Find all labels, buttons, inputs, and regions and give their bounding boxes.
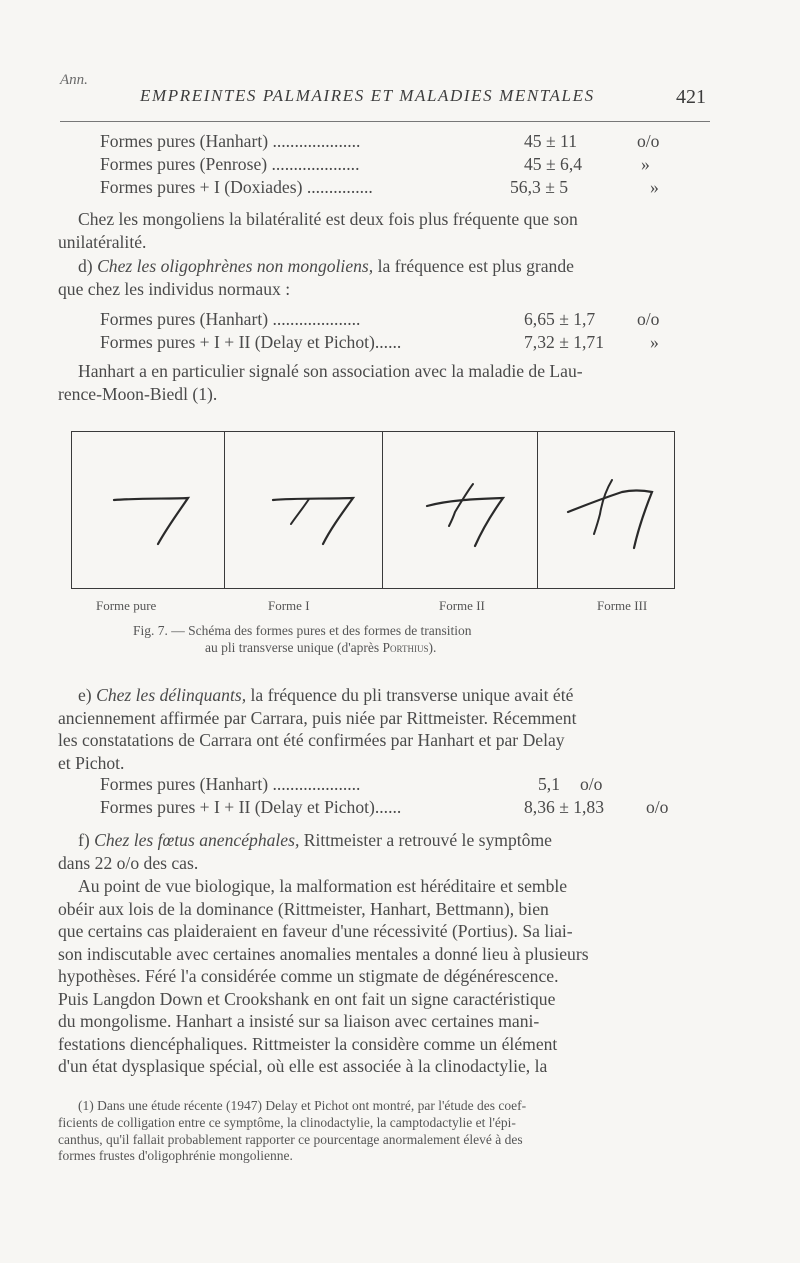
section-heading: Chez les fœtus anencéphales,: [94, 830, 300, 850]
table-row-unit: o/o: [637, 309, 660, 329]
figure-caption: [133, 622, 472, 656]
table-row-value: 45 ± 6,4: [524, 154, 583, 174]
table-row-value: 8,36 ± 1,83: [524, 797, 605, 817]
crease-drawing: [72, 432, 225, 588]
table-row-unit: »: [650, 332, 659, 352]
text-line: unilatéralité.: [58, 231, 147, 252]
text-line: anciennement affirmée par Carrara, puis niée par Rittmeister. Récemment: [58, 707, 577, 728]
figure-panel-forme-iii: [538, 432, 676, 588]
table-row-unit: o/o: [580, 774, 603, 794]
table-row-value: 56,3 ± 5: [510, 177, 569, 197]
paragraph-biologique: [58, 875, 708, 1078]
table-row-unit: o/o: [646, 797, 669, 817]
caption-line: Fig. 7. — Schéma des formes pures et des formes de transition: [133, 623, 472, 638]
section-heading: Chez les délinquants,: [96, 685, 247, 705]
text-line: et Pichot.: [58, 752, 125, 773]
section-heading: Chez les oligophrènes non mongoliens,: [97, 256, 374, 276]
table-row-unit: o/o: [637, 131, 660, 151]
text-line: festations diencéphaliques. Rittmeister la considère comme un élément: [58, 1033, 558, 1054]
text-line: que certains cas plaideraient en faveur d'une récessivité (Portius). Sa liai-: [58, 921, 573, 941]
text-line: du mongolisme. Hanhart a insisté sur sa liaison avec certaines mani-: [58, 1011, 540, 1031]
text-line: hypothèses. Féré l'a considérée comme un stigmate de dégénérescence.: [58, 966, 559, 986]
table-row-value: 6,65 ± 1,7: [524, 309, 596, 329]
footnote-line: canthus, qu'il fallait probablement rapporter ce pourcentage anormalement élevé à des: [58, 1131, 523, 1147]
section-marker: e): [78, 685, 97, 705]
paragraph-hanhart: [58, 360, 708, 405]
figure-label-forme-iii: Forme III: [597, 598, 648, 613]
footnote: [58, 1098, 710, 1165]
caption-fragment: au pli transverse unique (d'après: [205, 640, 383, 655]
figure-label-forme-ii: Forme II: [439, 598, 485, 613]
table-row-label: Formes pures + I + II (Delay et Pichot)......: [100, 332, 402, 352]
crease-drawing: [383, 432, 538, 588]
table-row-value: 5,1: [538, 774, 560, 794]
figure-schema: [71, 431, 675, 589]
table-row-label: Formes pures + I (Doxiades) ...............: [100, 177, 373, 197]
figure-panel-forme-i: [225, 432, 383, 588]
paragraph-foetus: [58, 829, 708, 874]
text-line: dans 22 o/o des cas.: [58, 852, 199, 873]
caption-author: Porthius: [382, 640, 429, 655]
table-row-unit: »: [641, 154, 650, 174]
figure-panel-forme-pure: [72, 432, 225, 588]
footnote-line: (1) Dans une étude récente (1947) Delay et Pichot ont montré, par l'étude des coef-: [78, 1098, 527, 1113]
text-line: les constatations de Carrara ont été confirmées par Hanhart et par Delay: [58, 730, 565, 750]
margin-note: Ann.: [60, 72, 88, 88]
text-line: Au point de vue biologique, la malformation est héréditaire et semble: [78, 876, 568, 896]
section-marker: f): [78, 830, 95, 850]
text-line: Puis Langdon Down et Crookshank en ont fait un signe caractéristique: [58, 988, 556, 1009]
figure-label-forme-pure: Forme pure: [96, 598, 157, 613]
table-row-label: Formes pures + I + II (Delay et Pichot)......: [100, 797, 402, 817]
table-row-unit: »: [650, 177, 659, 197]
table-row-label: Formes pures (Hanhart) ....................: [100, 774, 361, 794]
table-row-value: 45 ± 11: [524, 131, 577, 151]
footnote-line: formes frustes d'oligophrénie mongolienne.: [58, 1148, 293, 1164]
text-line: que chez les individus normaux :: [58, 278, 291, 299]
crease-drawing: [538, 432, 676, 588]
text-line: d'un état dysplasique spécial, où elle est associée à la clinodactylie, la: [58, 1056, 548, 1076]
text-fragment: la fréquence est plus grande: [373, 256, 574, 276]
paragraph-mongoliens: [58, 208, 708, 253]
table-row-label: Formes pures (Hanhart) ....................: [100, 309, 361, 329]
figure-label-forme-i: Forme I: [268, 598, 310, 613]
table-row-value: 7,32 ± 1,71: [524, 332, 605, 352]
crease-drawing: [225, 432, 383, 588]
paragraph-delinquants: [58, 684, 708, 774]
header-rule: [60, 121, 710, 122]
running-head: EMPREINTES PALMAIRES ET MALADIES MENTALES: [140, 86, 595, 105]
text-line: obéir aux lois de la dominance (Rittmeister, Hanhart, Bettmann), bien: [58, 898, 549, 919]
text-line: rence-Moon-Biedl (1).: [58, 383, 218, 404]
text-line: Chez les mongoliens la bilatéralité est deux fois plus fréquente que son: [78, 209, 578, 229]
table-row-label: Formes pures (Hanhart) ....................: [100, 131, 361, 151]
section-marker: d): [78, 256, 98, 276]
footnote-line: ficients de colligation entre ce symptôme, la clinodactylie, la camptodactylie et l'épi-: [58, 1114, 516, 1130]
text-fragment: Rittmeister a retrouvé le symptôme: [299, 830, 552, 850]
text-line: son indiscutable avec certaines anomalies mentales a donné lieu à plusieurs: [58, 943, 589, 964]
paragraph-oligophrenes: [58, 255, 708, 300]
text-line: Hanhart a en particulier signalé son association avec la maladie de Lau-: [78, 361, 583, 381]
figure-panel-forme-ii: [383, 432, 538, 588]
page-number: 421: [676, 86, 706, 108]
caption-fragment: ).: [428, 640, 437, 655]
text-fragment: la fréquence du pli transverse unique avait été: [246, 685, 574, 705]
table-row-label: Formes pures (Penrose) ....................: [100, 154, 360, 174]
